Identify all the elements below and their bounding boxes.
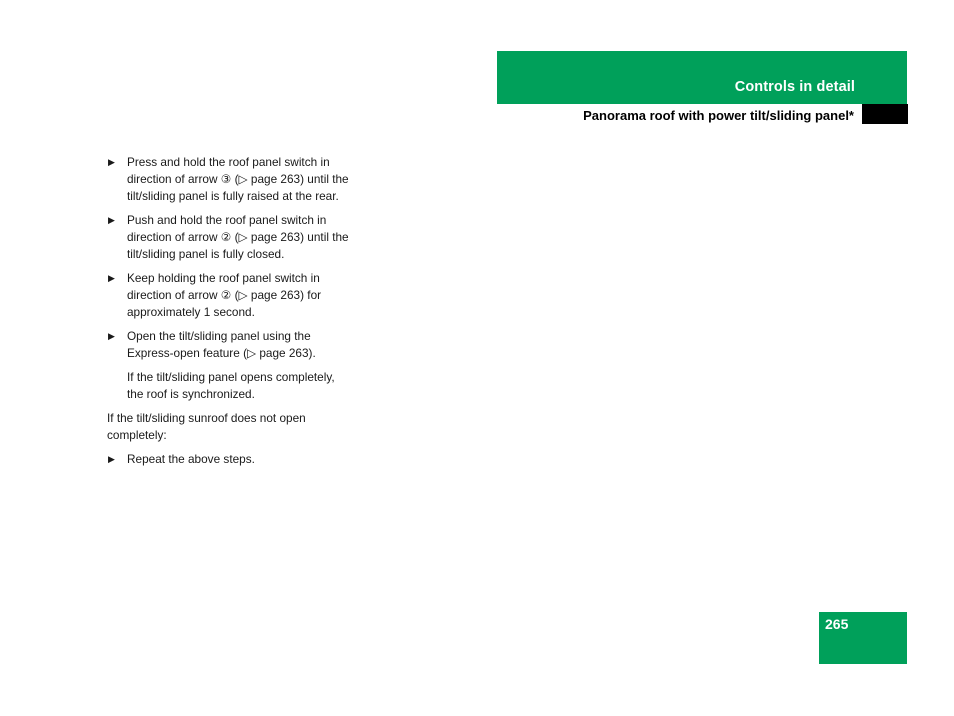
step-text: Keep holding the roof panel switch in direction of arrow ② (▷ page 263) for approximately 1 second. bbox=[127, 271, 322, 319]
instructions-body bbox=[107, 154, 352, 475]
bullet-arrow-icon: ▶ bbox=[108, 273, 115, 283]
condition-paragraph: If the tilt/sliding sunroof does not open completely: bbox=[107, 411, 306, 442]
subsection-title: Panorama roof with power tilt/sliding panel* bbox=[583, 108, 854, 123]
instruction-step bbox=[107, 328, 352, 362]
step-result-note: If the tilt/sliding panel opens completely, the roof is synchronized. bbox=[127, 370, 335, 401]
instruction-step bbox=[107, 154, 352, 205]
page-number-tab bbox=[819, 612, 907, 664]
section-title: Controls in detail bbox=[734, 79, 855, 95]
section-tab-marker bbox=[862, 104, 908, 124]
bullet-arrow-icon: ▶ bbox=[108, 454, 115, 464]
instruction-step bbox=[107, 212, 352, 263]
step-text: Press and hold the roof panel switch in direction of arrow ③ (▷ page 263) until the tilt/sliding panel is fully raised at the rear. bbox=[127, 155, 349, 203]
instruction-step bbox=[107, 451, 352, 468]
bullet-arrow-icon: ▶ bbox=[108, 331, 115, 341]
page-number: 265 bbox=[825, 616, 849, 632]
instruction-step bbox=[107, 270, 352, 321]
header-banner bbox=[497, 51, 907, 104]
step-text: Open the tilt/sliding panel using the Express-open feature (▷ page 263). bbox=[127, 329, 316, 360]
step-text: Repeat the above steps. bbox=[127, 452, 255, 466]
bullet-arrow-icon: ▶ bbox=[108, 157, 115, 167]
bullet-arrow-icon: ▶ bbox=[108, 215, 115, 225]
step-text: Push and hold the roof panel switch in direction of arrow ② (▷ page 263) until the tilt/sliding panel is fully closed. bbox=[127, 213, 349, 261]
